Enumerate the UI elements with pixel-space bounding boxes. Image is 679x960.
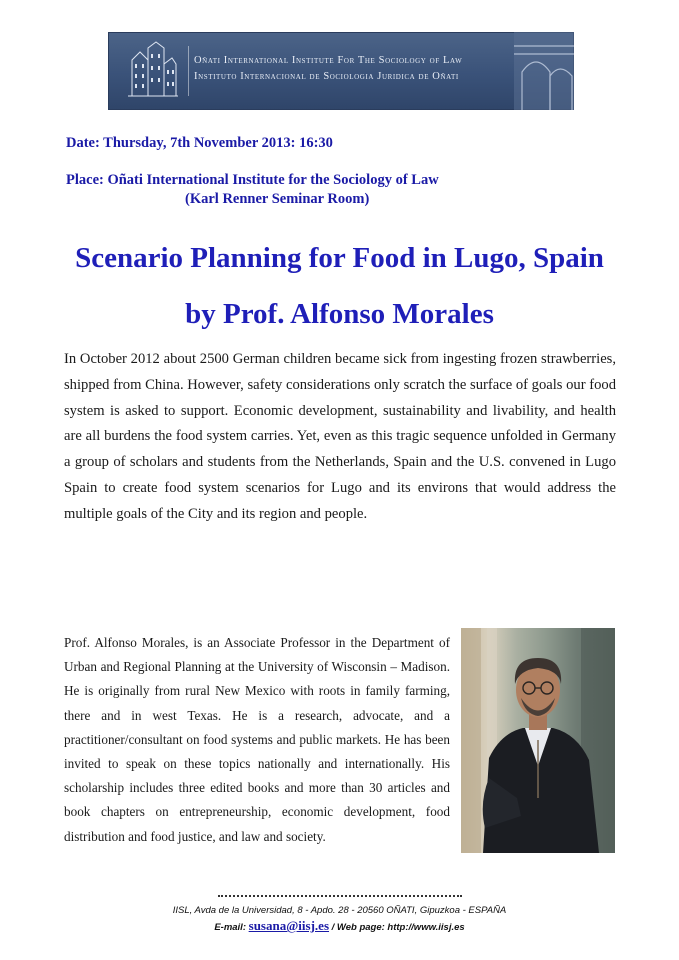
footer-divider bbox=[218, 895, 462, 901]
footer-address: IISL, Avda de la Universidad, 8 - Apdo. 28 - 20560 OÑATI, Gipuzkoa - ESPAÑA bbox=[172, 905, 507, 916]
event-room: (Karl Renner Seminar Room) bbox=[185, 191, 370, 207]
building-arch-icon bbox=[514, 32, 574, 110]
event-date: Date: Thursday, 7th November 2013: 16:30 bbox=[66, 135, 333, 151]
talk-title: Scenario Planning for Food in Lugo, Spain bbox=[75, 242, 604, 274]
institute-name-english: Oñati International Institute For The Sociology of Law bbox=[194, 55, 463, 66]
email-link[interactable]: susana@iisj.es bbox=[248, 918, 330, 933]
event-place: Place: Oñati International Institute for the Sociology of Law bbox=[66, 172, 439, 188]
web-page-text: / Web page: http://www.iisj.es bbox=[331, 922, 465, 933]
talk-abstract: In October 2012 about 2500 German children became sick from ingesting frozen strawberries, shipped from China. However, safety considerations only scratch the surface of goals our food system is asked to support. Economic development, sustainability and livability, and health are all burdens the food system carries. Yet, even as this tragic sequence unfolded in Germany a group of scholars and students from the Netherlands, Spain and the U.S. convened in Lugo Spain to create food system scenarios for Lugo and its environs that would address the multiple goals of the City and its region and people. bbox=[64, 351, 616, 522]
header-banner bbox=[108, 32, 574, 110]
talk-speaker: by Prof. Alfonso Morales bbox=[185, 298, 494, 330]
banner-divider bbox=[188, 46, 189, 96]
speaker-bio: Prof. Alfonso Morales, is an Associate Professor in the Department of Urban and Regional Planning at the University of Wisconsin – Madison. He is originally from rural New Mexico with roots in family farming, there and in west Texas. He is a research, advocate, and a practitioner/consultant on food systems and public markets. He has been invited to speak on these topics nationally and internationally. His scholarship includes three edited books and more than 30 articles and book chapters on entrepreneurship, economic development, food distribution and food justice, and law and society. bbox=[64, 635, 450, 844]
speaker-photo bbox=[461, 628, 615, 853]
footer-contact bbox=[0, 918, 679, 934]
institute-logo-icon bbox=[122, 38, 180, 104]
email-label: E-mail: bbox=[214, 922, 246, 933]
institute-name-spanish: Instituto Internacional de Sociologia Juridica de Oñati bbox=[194, 71, 459, 82]
speaker-portrait-icon bbox=[461, 628, 615, 853]
